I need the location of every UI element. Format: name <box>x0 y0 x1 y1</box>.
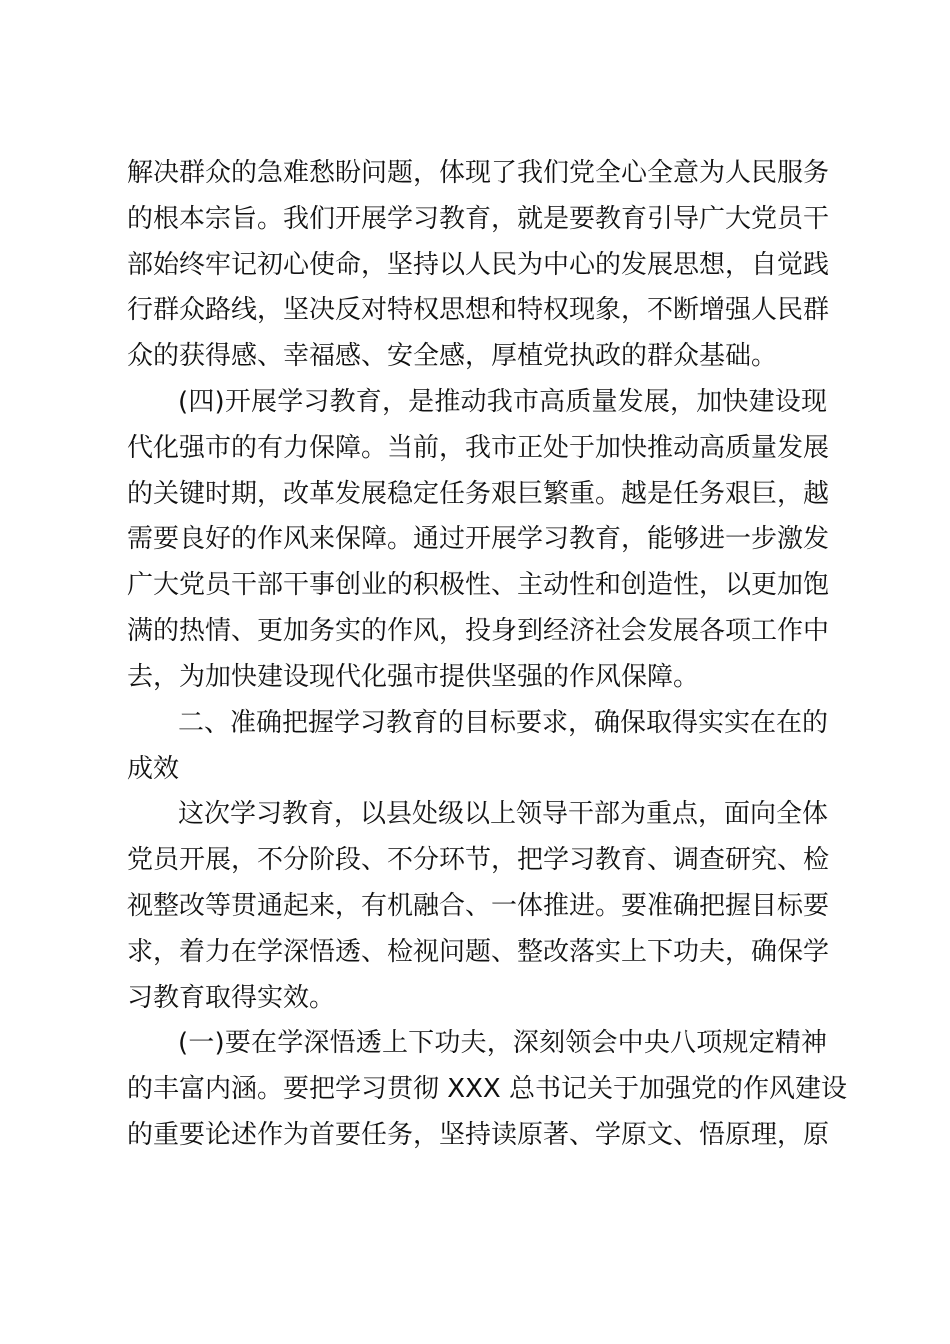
paragraph-line: 这次学习教育，以县处级以上领导干部为重点，面向全体 <box>178 799 829 829</box>
paragraph-line: 解决群众的急难愁盼问题，体现了我们党全心全意为人民服务 <box>127 158 830 188</box>
paragraph-line: (四)开展学习教育，是推动我市高质量发展，加快建设现 <box>178 387 827 417</box>
paragraph-line: 习教育取得实效。 <box>127 983 336 1013</box>
paragraph-line: 去，为加快建设现代化强市提供坚强的作风保障。 <box>127 662 700 692</box>
paragraph-line: 广大党员干部干事创业的积极性、主动性和创造性，以更加饱 <box>127 570 830 600</box>
paragraph-line: 的丰富内涵。要把学习贯彻 XXX 总书记关于加强党的作风建设 <box>127 1074 847 1104</box>
paragraph-line: 满的热情、更加务实的作风，投身到经济社会发展各项工作中 <box>127 616 830 646</box>
paragraph-line: 的重要论述作为首要任务，坚持读原著、学原文、悟原理，原 <box>127 1120 830 1150</box>
paragraph-line: 众的获得感、幸福感、安全感，厚植党执政的群众基础。 <box>127 341 778 371</box>
paragraph-line: 视整改等贯通起来，有机融合、一体推进。要准确把握目标要 <box>127 891 830 921</box>
paragraph-line: (一)要在学深悟透上下功夫，深刻领会中央八项规定精神 <box>178 1028 827 1058</box>
section-heading-line: 成效 <box>127 754 180 784</box>
paragraph-line: 部始终牢记初心使命，坚持以人民为中心的发展思想，自觉践 <box>127 250 830 280</box>
paragraph-line: 求，着力在学深悟透、检视问题、整改落实上下功夫，确保学 <box>127 937 830 967</box>
section-heading-line: 二、准确把握学习教育的目标要求，确保取得实实在在的 <box>178 708 829 738</box>
paragraph-line: 的关键时期，改革发展稳定任务艰巨繁重。越是任务艰巨，越 <box>127 479 830 509</box>
paragraph-line: 代化强市的有力保障。当前，我市正处于加快推动高质量发展 <box>127 433 830 463</box>
paragraph-line: 需要良好的作风来保障。通过开展学习教育，能够进一步激发 <box>127 524 830 554</box>
paragraph-line: 的根本宗旨。我们开展学习教育，就是要教育引导广大党员干 <box>127 204 830 234</box>
paragraph-line: 行群众路线，坚决反对特权思想和特权现象，不断增强人民群 <box>127 295 830 325</box>
paragraph-line: 党员开展，不分阶段、不分环节，把学习教育、调查研究、检 <box>127 845 830 875</box>
